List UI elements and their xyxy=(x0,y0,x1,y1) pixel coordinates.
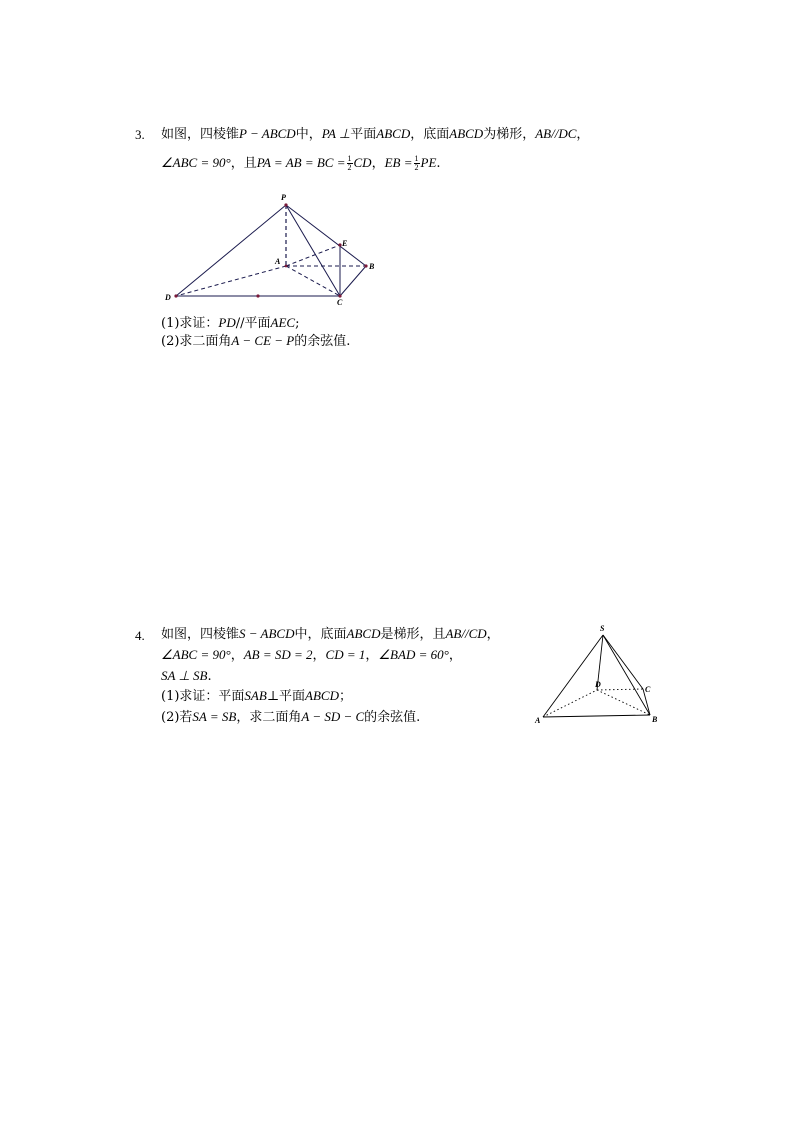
label-s: S xyxy=(600,624,605,633)
problem-3-question-2: (2)求二面角A − CE − P的余弦值. xyxy=(161,333,351,349)
edge-sb xyxy=(603,635,650,715)
problem-4-line-1: 如图，四棱锥S − ABCD中，底面ABCD是梯形，且AB//CD， xyxy=(161,626,500,642)
problem-number: 3. xyxy=(135,127,145,142)
problem-4-line-3: SA ⊥ SB. xyxy=(161,668,212,684)
label-b: B xyxy=(652,715,658,724)
edge-dc xyxy=(597,689,643,690)
label-d: D xyxy=(595,680,601,689)
fraction: $\frac{1}{2}$ xyxy=(414,154,419,172)
edge-sa xyxy=(543,635,603,717)
label-b: B xyxy=(369,262,375,271)
fraction: $\frac{1}{2}$ xyxy=(347,154,352,172)
label-d: D xyxy=(165,293,171,302)
edge-db xyxy=(597,690,650,715)
problem-4-question-1: (1)求证：平面SAB⊥平面ABCD； xyxy=(161,688,353,704)
label-a: A xyxy=(535,716,541,725)
problem-3-question-1: (1)求证：PD//平面AEC; xyxy=(161,315,300,331)
label-c: C xyxy=(645,685,651,694)
label-p: P xyxy=(281,193,286,202)
edge-ad xyxy=(543,690,597,717)
problem-3-line-1: 如图，四棱锥P − ABCD中，PA ⊥平面ABCD，底面ABCD为梯形，AB//DC， xyxy=(161,126,590,142)
label-c: C xyxy=(337,298,343,307)
label-e: E xyxy=(342,239,348,248)
problem-4-question-2: (2)若SA = SB，求二面角A − SD − C的余弦值. xyxy=(161,709,421,725)
problem-4-line-2: ∠ABC = 90°，AB = SD = 2，CD = 1，∠BAD = 60°， xyxy=(161,647,462,663)
edge-sc xyxy=(603,635,643,689)
problem-number: 4. xyxy=(135,628,145,643)
label-a: A xyxy=(275,257,281,266)
edge-ab xyxy=(543,715,650,717)
problem-3-line-2: ∠ABC = 90°，且PA = AB = BC = $\frac{1}{2}$ CD，EB = $\frac{1}{2}$ PE. xyxy=(161,154,441,172)
